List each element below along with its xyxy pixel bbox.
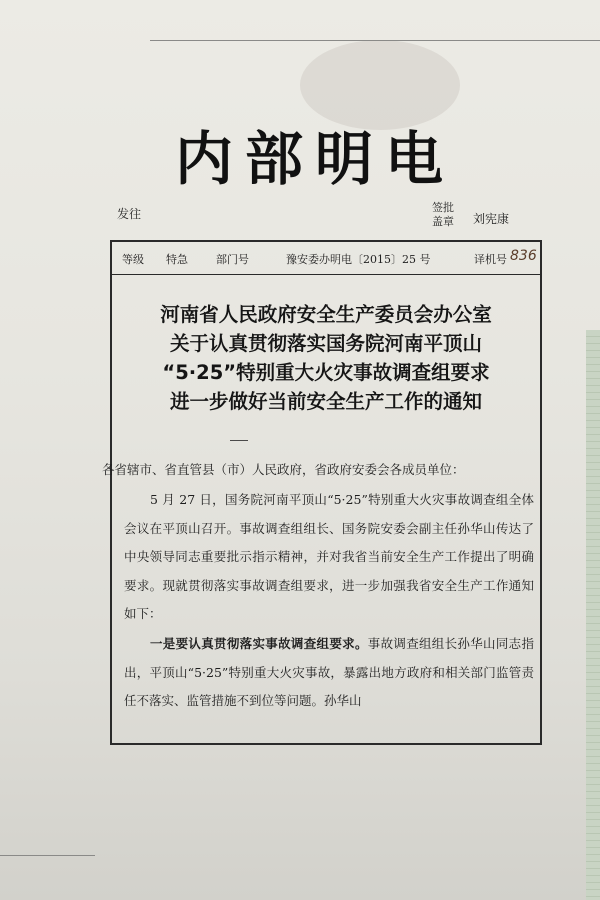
document-title [112, 300, 540, 416]
telegram-frame [102, 240, 542, 745]
approver-name: 刘宪康 [473, 212, 510, 226]
machine-label: 译机号 [474, 253, 507, 266]
point-body: 事故调查组组长孙华山同志指出，平顶山“5·25”特别重大火灾事故，暴露出地方政府和相关部门监管责任不落实、监管措施不到位等问题。孙华山 [124, 636, 534, 708]
doc-number: 豫安委办明电〔2015〕25 号 [286, 253, 431, 266]
approve-label: 签批 [432, 201, 454, 214]
sender-label: 发往 [117, 207, 142, 221]
title-line: 进一步做好当前安全生产工作的通知 [169, 390, 482, 413]
dept-label: 部门号 [216, 253, 249, 266]
body-paragraph: 5 月 27 日，国务院河南平顶山“5·25”特别重大火灾事故调查组全体会议在平顶山召开。事故调查组组长、国务院安委会副主任孙华山传达了中央领导同志重要批示指示精神，并对我省当前安全生产工作提出了明确要求。现就贯彻落实事故调查组要求，进一步加强我省安全生产工作通知如下： [124, 492, 534, 621]
level-label: 等级 [122, 253, 144, 266]
point-paragraph [124, 630, 534, 716]
faint-rule [150, 40, 600, 41]
level-value: 特急 [166, 253, 188, 266]
page-title: 内部明电 [175, 125, 456, 193]
seal-label: 盖章 [432, 215, 454, 228]
title-line: 河南省人民政府安全生产委员会办公室 [160, 303, 492, 326]
title-line: “5·25”特别重大火灾事故调查组要求 [162, 361, 490, 384]
point-lead: 一是要认真贯彻落实事故调查组要求。 [150, 636, 368, 651]
title-underline [230, 440, 248, 441]
background-paper-edge [586, 330, 600, 900]
title-line: 关于认真贯彻落实国务院河南平顶山 [169, 332, 482, 355]
machine-number: 836 [510, 248, 537, 264]
addressee: 各省辖市、省直管县（市）人民政府，省政府安委会各成员单位： [102, 462, 465, 477]
faint-rule [0, 855, 95, 856]
meta-row [112, 242, 540, 275]
approval-labels [432, 201, 454, 229]
